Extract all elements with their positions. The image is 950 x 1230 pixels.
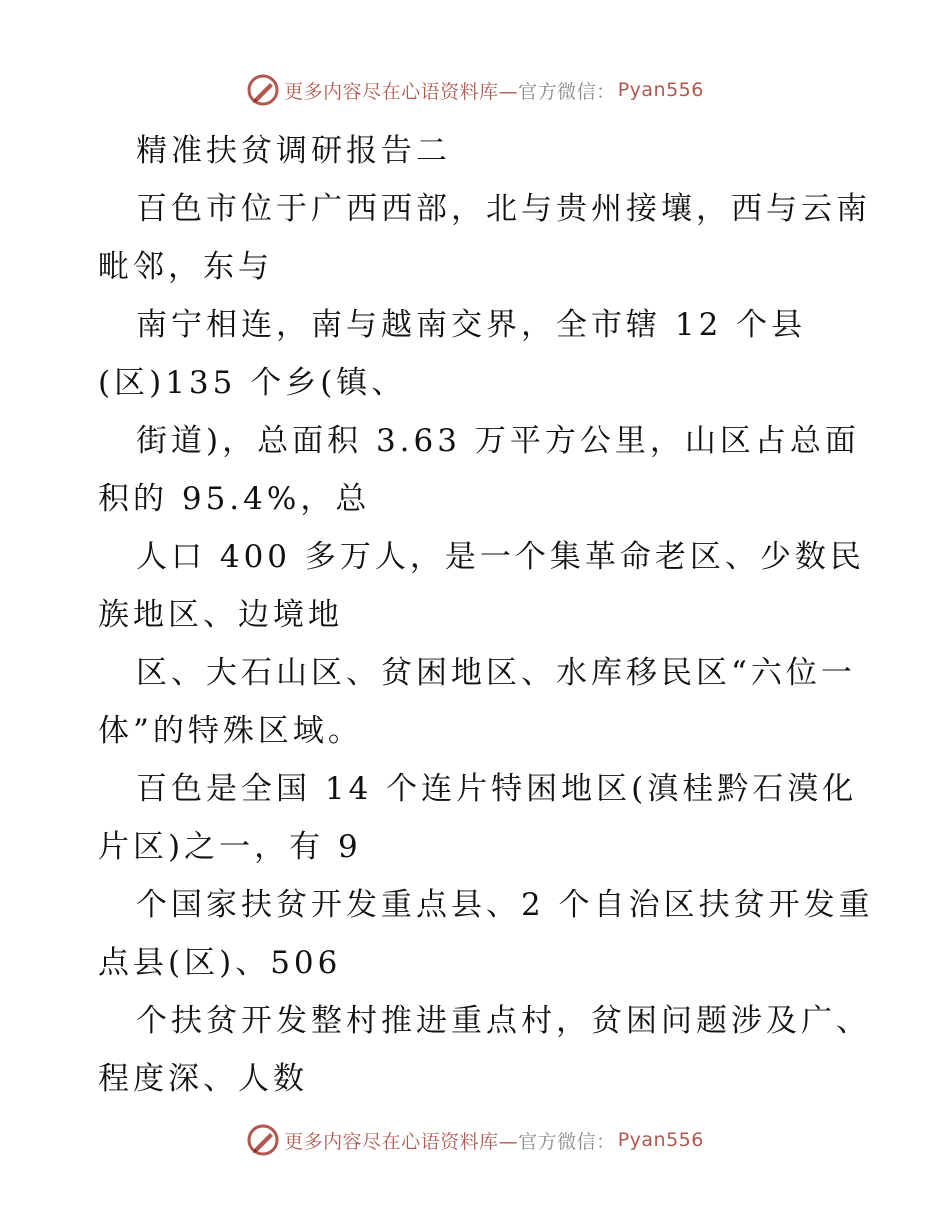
text-line: 个国家扶贫开发重点县、2 个自治区扶贫开发重 [136,887,874,923]
pen-logo-icon [246,73,280,107]
header-banner [0,70,950,110]
text-line: 人口 400 多万人，是一个集革命老区、少数民 [136,539,865,575]
text-line: 街道)，总面积 3.63 万平方公里，山区占总面 [136,423,860,459]
pen-logo-icon [246,1123,280,1157]
text-line: (区)135 个乡(镇、 [98,365,407,401]
text-line: 片区)之一，有 9 [98,829,362,865]
banner-text: 更多内容尽在心语资料库— [284,1130,519,1153]
banner-handle: Pyan556 [617,79,704,101]
banner-handle: Pyan556 [617,1129,704,1151]
text-line: 个扶贫开发整村推进重点村，贫困问题涉及广、 [136,1003,871,1039]
banner-text: 更多内容尽在心语资料库— [284,80,519,103]
text-line: 百色是全国 14 个连片特困地区(滇桂黔石漠化 [136,771,858,807]
text-line: 百色市位于广西西部，北与贵州接壤，西与云南 [136,191,871,227]
document-body [98,122,874,1108]
document-title: 精准扶贫调研报告二 [136,133,451,169]
text-line: 毗邻，东与 [98,249,273,285]
text-line: 积的 95.4%，总 [98,481,371,517]
text-line: 点县(区)、506 [98,945,342,981]
footer-banner [0,1120,950,1160]
text-line: 区、大石山区、贫困地区、水库移民区“六位一 [136,655,856,691]
text-line: 南宁相连，南与越南交界，全市辖 12 个县 [136,307,807,343]
text-line: 族地区、边境地 [98,597,343,633]
text-line: 体”的特殊区域。 [98,713,363,749]
text-line: 程度深、人数 [98,1061,308,1097]
banner-wechat-label: 官方微信： [518,80,616,103]
banner-wechat-label: 官方微信： [518,1130,616,1153]
